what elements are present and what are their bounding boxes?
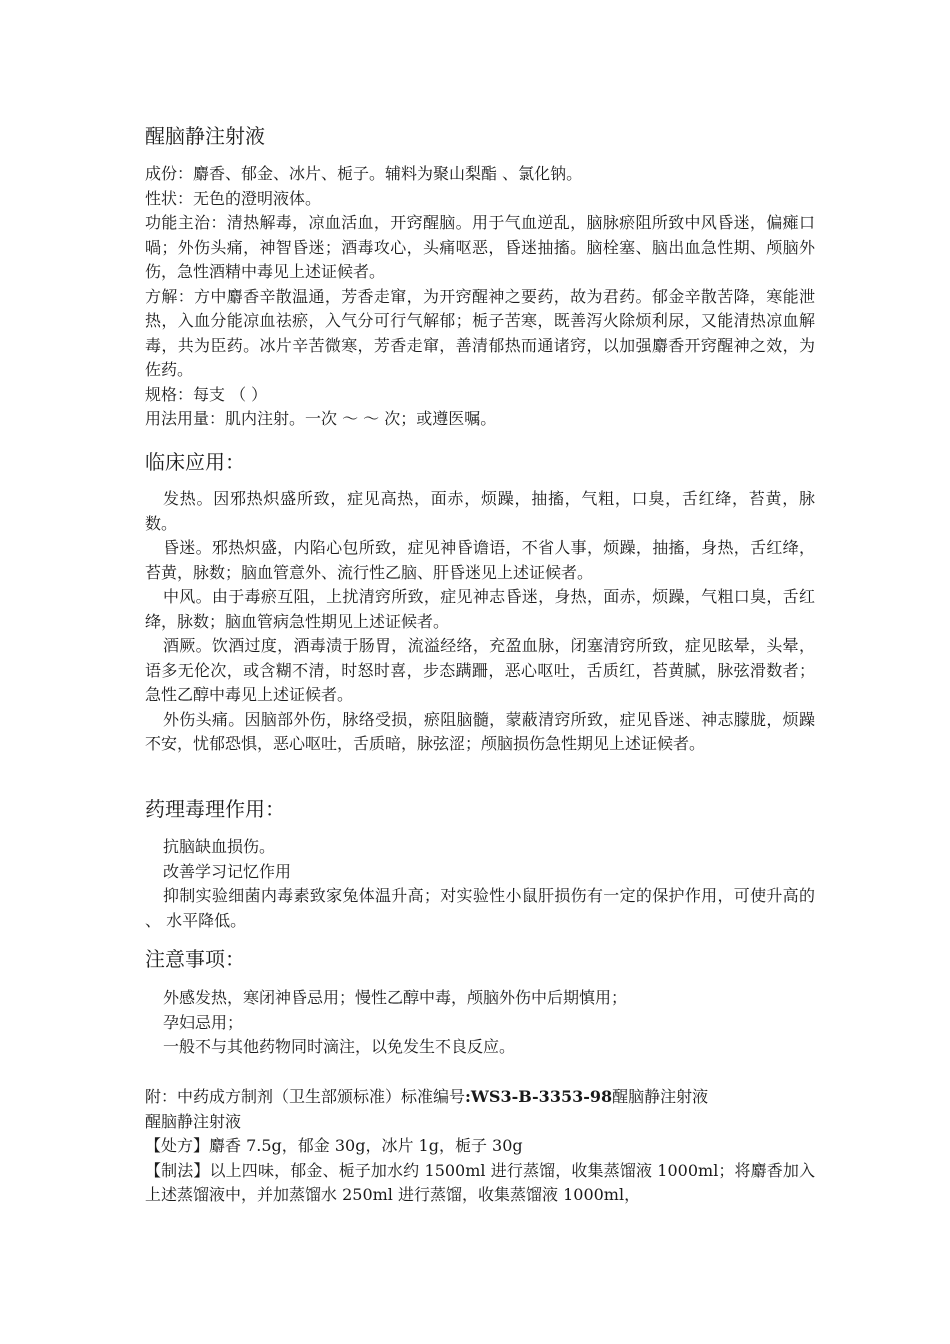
properties-line: 性状：无色的澄明液体。: [145, 188, 322, 208]
intro-section: [145, 162, 815, 432]
appendix-section: [145, 1085, 815, 1208]
clinical-item: 昏迷。邪热炽盛，内陷心包所致，症见神昏谵语，不省人事，烦躁，抽搐，身热，舌红绛，苔黄，脉数；脑血管意外、流行性乙脑、肝昏迷见上述证候者。: [145, 538, 815, 582]
pharmacology-section: [145, 835, 815, 933]
precaution-item: 孕妇忌用；: [163, 1012, 244, 1032]
indications-paragraph: 功能主治：清热解毒，凉血活血，开窍醒脑。用于气血逆乱，脑脉瘀阻所致中风昏迷，偏瘫口喎；外伤头痛，神智昏迷；酒毒攻心，头痛呕恶，昏迷抽搐。脑栓塞、脑出血急性期、颅脑外伤，急性酒精中毒见上述证候者。: [145, 213, 815, 281]
appendix-product-name: 醒脑静注射液: [145, 1111, 242, 1131]
pharmacology-item: 抗脑缺血损伤。: [163, 837, 276, 856]
specification-line: 规格：每支 （ ）: [145, 384, 268, 404]
pharmacology-heading: 药理毒理作用：: [145, 797, 285, 821]
clinical-item: 发热。因邪热炽盛所致，症见高热，面赤，烦躁，抽搐，气粗，口臭，舌红绛，苔黄，脉数。: [145, 489, 815, 533]
pharmacology-item: 改善学习记忆作用: [163, 861, 292, 881]
dosage-line: 用法用量：肌内注射。一次 ～ ～ 次；或遵医嘱。: [145, 409, 497, 428]
precaution-item: 一般不与其他药物同时滴注，以免发生不良反应。: [163, 1037, 516, 1056]
appendix-formula: 【处方】麝香 7.5g，郁金 30g，冰片 1g，栀子 30g: [145, 1136, 523, 1155]
ingredients-line: 成份：麝香、郁金、冰片、栀子。辅料为聚山梨酯 、氯化钠。: [145, 164, 583, 183]
appendix-standard-line: [145, 1085, 815, 1110]
clinical-item: 外伤头痛。因脑部外伤，脉络受损，瘀阻脑髓，蒙蔽清窍所致，症见昏迷、神志朦胧，烦躁不安，忧郁恐惧，恶心呕吐，舌质暗，脉弦涩；颅脑损伤急性期见上述证候者。: [145, 709, 815, 753]
appendix-prefix: 附：中药成方制剂（卫生部颁标准）标准编号: [145, 1087, 466, 1106]
clinical-item: 酒厥。饮酒过度，酒毒渍于肠胃，流溢经络，充盈血脉，闭塞清窍所致，症见眩晕，头晕，语多无伦次，或含糊不清，时怒时喜，步态蹒跚，恶心呕吐，舌质红，苔黄腻，脉弦滑数者；急性乙醇中毒见上述证候者。: [145, 636, 815, 704]
appendix-method: 【制法】以上四味，郁金、栀子加水约 1500ml 进行蒸馏，收集蒸馏液 1000ml；将麝香加入上述蒸馏液中，并加蒸馏水 250ml 进行蒸馏，收集蒸馏液 1000ml，: [145, 1160, 815, 1204]
document-title: 醒脑静注射液: [145, 124, 265, 148]
clinical-heading: 临床应用：: [145, 450, 245, 474]
clinical-item: 中风。由于毒瘀互阻，上扰清窍所致，症见神志昏迷，身热，面赤，烦躁，气粗口臭，舌红绛，脉数；脑血管病急性期见上述证候者。: [145, 587, 815, 631]
appendix-suffix: 醒脑静注射液: [612, 1087, 709, 1106]
precaution-item: 外感发热，寒闭神昏忌用；慢性乙醇中毒，颅脑外伤中后期慎用；: [163, 988, 628, 1007]
precautions-heading: 注意事项：: [145, 947, 245, 971]
pharmacology-item: 抑制实验细菌内毒素致家兔体温升高；对实验性小鼠肝损伤有一定的保护作用，可使升高的 、 水平降低。: [145, 886, 815, 930]
formula-explanation-paragraph: 方解：方中麝香辛散温通，芳香走窜，为开窍醒神之要药，故为君药。郁金辛散苦降，寒能泄热，入血分能凉血祛瘀，入气分可行气解郁；栀子苦寒，既善泻火除烦利尿，又能清热凉血解毒，共为臣药。冰片辛苦微寒，芳香走窜，善清郁热而通诸窍，以加强麝香开窍醒神之效，为佐药。: [145, 286, 815, 379]
standard-code: :WS3-B-3353-98: [465, 1087, 613, 1106]
clinical-section: [145, 487, 815, 757]
precautions-section: [145, 986, 815, 1060]
